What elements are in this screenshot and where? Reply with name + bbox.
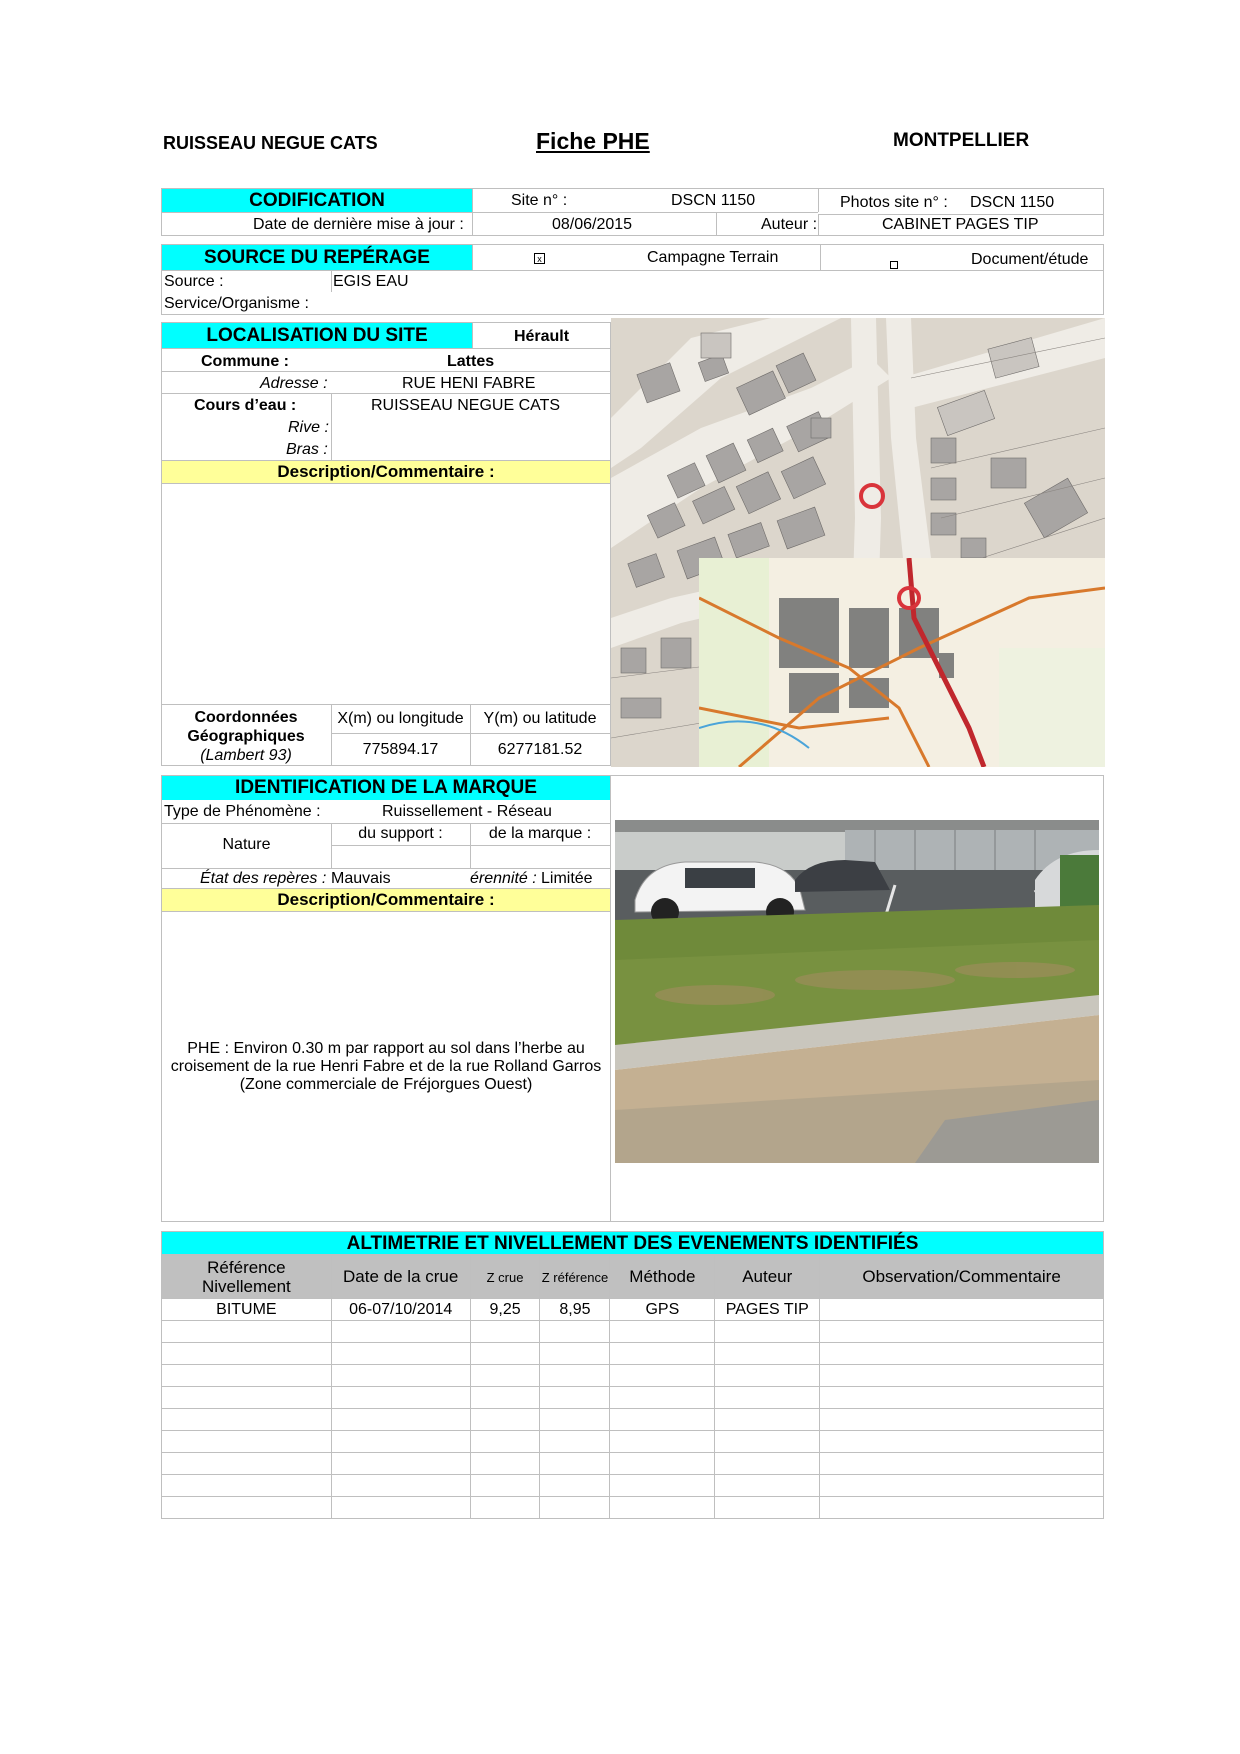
commune-value: Lattes: [447, 353, 495, 370]
altimetrie-title: ALTIMETRIE ET NIVELLEMENT DES EVENEMENTS IDENTIFIÉS: [161, 1231, 1104, 1255]
service-label: Service/Organisme :: [164, 295, 309, 312]
support-label: du support :: [358, 825, 443, 842]
localisation-desc-title: Description/Commentaire :: [162, 461, 610, 483]
departement: Hérault: [513, 328, 570, 345]
cell-zref: 8,95: [540, 1299, 610, 1321]
cell-ref: BITUME: [162, 1299, 332, 1321]
marque-label: de la marque :: [488, 825, 592, 842]
site-value: DSCN 1150: [671, 192, 756, 209]
campagne-label: Campagne Terrain: [647, 249, 779, 266]
table-header-row: [162, 1256, 1104, 1299]
table-row: [162, 1387, 1104, 1409]
rive-label: Rive :: [288, 419, 329, 436]
author-value: CABINET PAGES TIP: [882, 216, 1039, 233]
cours-value: RUISSEAU NEGUE CATS: [371, 397, 561, 414]
col-date: Date de la crue: [331, 1256, 470, 1299]
photos-label: Photos site n° :: [840, 194, 948, 211]
photos-value: DSCN 1150: [970, 194, 1055, 211]
localisation-title: LOCALISATION DU SITE: [162, 323, 472, 348]
x-value: 775894.17: [362, 741, 439, 758]
codification-title: CODIFICATION: [162, 189, 472, 212]
cell-obs: [820, 1299, 1104, 1321]
y-label: Y(m) ou latitude: [483, 710, 597, 727]
table-row: [162, 1431, 1104, 1453]
identification-desc-title: Description/Commentaire :: [162, 889, 610, 911]
identification-description: PHE : Environ 0.30 m par rapport au sol dans l’herbe au croisement de la rue Henri Fabre et de la rue Rolland Garros (Zone commerciale de Fréjorgues Ouest): [170, 1040, 602, 1093]
campagne-checkbox[interactable]: x: [534, 249, 545, 267]
document-checkbox[interactable]: [890, 256, 898, 274]
date-label: Date de dernière mise à jour :: [253, 216, 464, 233]
source-title: SOURCE DU REPÉRAGE: [162, 245, 472, 270]
topo-inset-map: [699, 558, 1105, 767]
source-label: Source :: [164, 273, 224, 290]
perennite-label: érennité :: [470, 870, 537, 887]
col-auteur: Auteur: [715, 1256, 820, 1299]
cell-date: 06-07/10/2014: [331, 1299, 470, 1321]
identification-title: IDENTIFICATION DE LA MARQUE: [162, 776, 610, 800]
localisation-block: [161, 322, 611, 766]
table-row: [162, 1365, 1104, 1387]
perennite-value: Limitée: [541, 870, 593, 887]
date-value: 08/06/2015: [552, 216, 633, 233]
page-title: Fiche PHE: [536, 128, 650, 154]
cours-label: Cours d’eau :: [194, 397, 297, 414]
bras-label: Bras :: [286, 441, 328, 458]
table-row: [162, 1409, 1104, 1431]
y-value: 6277181.52: [497, 741, 583, 758]
nature-label: Nature: [222, 836, 271, 853]
adresse-value: RUE HENI FABRE: [402, 375, 536, 392]
col-zcrue: Z crue: [470, 1256, 540, 1299]
header-left: RUISSEAU NEGUE CATS: [163, 133, 378, 153]
site-label: Site n° :: [511, 192, 568, 209]
col-reference: Référence Nivellement: [162, 1256, 332, 1299]
source-value: EGIS EAU: [333, 273, 409, 290]
table-row: [162, 1475, 1104, 1497]
table-row: [162, 1453, 1104, 1475]
type-label: Type de Phénomène :: [164, 803, 321, 820]
table-row: [162, 1321, 1104, 1343]
altimetrie-table: [161, 1255, 1104, 1519]
site-photo: [615, 820, 1099, 1163]
cell-zcrue: 9,25: [470, 1299, 540, 1321]
type-value: Ruissellement - Réseau: [382, 803, 552, 820]
cell-methode: GPS: [610, 1299, 715, 1321]
table-row: [162, 1497, 1104, 1519]
document-label: Document/étude: [971, 251, 1089, 268]
x-label: X(m) ou longitude: [337, 710, 464, 727]
commune-label: Commune :: [201, 353, 289, 370]
table-row: [162, 1299, 1104, 1321]
table-row: [162, 1343, 1104, 1365]
col-methode: Méthode: [610, 1256, 715, 1299]
author-label: Auteur :: [761, 216, 818, 233]
col-observation: Observation/Commentaire: [820, 1256, 1104, 1299]
etat-value: Mauvais: [331, 870, 391, 887]
adresse-label: Adresse :: [260, 375, 328, 392]
col-zref: Z référence: [540, 1256, 610, 1299]
coord-label: Coordonnées Géographiques (Lambert 93): [187, 709, 305, 764]
etat-label: État des repères :: [200, 870, 327, 887]
cadastral-map: [611, 318, 1105, 767]
cell-auteur: PAGES TIP: [715, 1299, 820, 1321]
header-right: MONTPELLIER: [893, 130, 1030, 151]
